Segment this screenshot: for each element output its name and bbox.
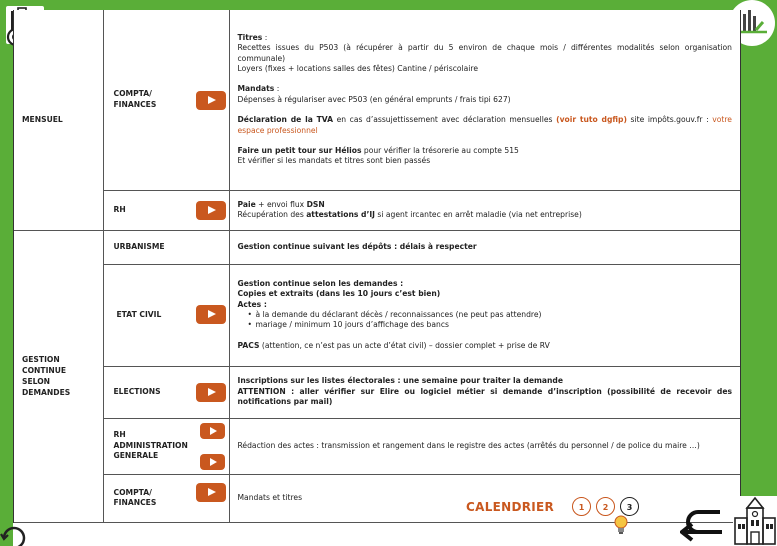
elections-label: ELECTIONS — [113, 386, 161, 396]
dgfip-tuto-link[interactable]: (voir tuto dgfip) — [556, 115, 627, 125]
top-border — [0, 0, 777, 10]
video-play-icon[interactable] — [196, 383, 226, 402]
rh-admin-cell — [103, 418, 229, 474]
list-item: • à la demande du déclarant décès / reconnaissances (ne peut pas attendre) — [248, 310, 733, 320]
elections-details: Inscriptions sur les listes électorales : une semaine pour traiter la demande ATTENTION : aller vérifier sur Elire ou logiciel métier si demande d’inscription (possibilité de recevoir des notifications par mail) — [229, 366, 740, 418]
etat-civil-details: Gestion continue selon les demandes : Copies et extraits (dans les 10 jours c’est bien) Actes : • à la demande du déclarant décès / reconnaissances (ne peut pas attendre) • mariage / minimum 10 jours d’affichage des bancs PACS (attention, ce n’est pas un acte d’état civil) – dossier complet + prise de RV — [229, 264, 740, 366]
list-item: • mariage / minimum 10 jours d’affichage des bancs — [248, 320, 733, 330]
right-border — [739, 0, 777, 546]
calendar-page-3[interactable]: 3 — [620, 497, 639, 516]
rh-label: RH — [113, 204, 126, 214]
etat-civil-cell — [103, 264, 229, 366]
calendar-page-1[interactable]: 1 — [572, 497, 591, 516]
table-row — [14, 366, 740, 418]
video-play-icon[interactable] — [196, 305, 226, 324]
mensuel-label: MENSUEL — [14, 10, 103, 230]
table-row — [14, 230, 740, 264]
rh-details: Paie + envoi flux DSN Récupération des attestations d’IJ si agent ircantec en arrêt maladie (via net entreprise) — [229, 190, 740, 230]
compta-label: COMPTA/ FINANCES — [113, 89, 157, 109]
table-row — [14, 10, 740, 190]
video-play-icon[interactable] — [196, 91, 226, 110]
table-row — [14, 418, 740, 474]
left-border — [0, 0, 13, 546]
lightbulb-icon — [612, 514, 630, 536]
rh-admin-details: Rédaction des actes : transmission et rangement dans le registre des actes (arrêtés du personnel / de police du maire …) — [229, 418, 740, 474]
espace-pro-link[interactable]: votre espace professionnel — [237, 115, 732, 135]
compta2-cell — [103, 474, 229, 522]
calendar-page-2[interactable]: 2 — [596, 497, 615, 516]
compta-details: Titres : Recettes issues du P503 (à récupérer à partir du 5 environ de chaque mois / différentes modalités selon organisation communale) Loyers (fixes + locations salles des fêtes) Cantine / périscolaire Mandats : Dépenses à régulariser avec P503 (en général emprunts / frais tipi 627) Déclaration de la TVA en cas d’assujettissement avec déclaration mensuelles (voir tuto dgfip) site impôts.gouv.fr : votre espace professionnel Faire un petit tour sur Hélios pour vérifier la trésorerie au compte 515 Et vérifier si les mandats et titres sont bien passés — [229, 10, 740, 190]
content-card — [13, 10, 741, 523]
table-row — [14, 190, 740, 230]
elections-cell — [103, 366, 229, 418]
refresh-icon[interactable] — [0, 518, 30, 546]
gestion-label: GESTION CONTINUE SELON DEMANDES — [14, 230, 103, 522]
video-play-icon[interactable] — [200, 423, 225, 439]
compta2-details: Mandats et titres — [229, 474, 740, 522]
compta-cell — [103, 10, 229, 190]
rh-cell — [103, 190, 229, 230]
calendar-title: CALENDRIER — [466, 500, 555, 514]
rh-admin-label: RH ADMINISTRATION GENERALE — [113, 430, 188, 461]
urbanisme-details: Gestion continue suivant les dépôts : délais à respecter — [229, 230, 740, 264]
urbanisme-label: URBANISME — [103, 230, 229, 264]
etat-civil-label: ETAT CIVIL — [116, 309, 162, 319]
town-hall-icon[interactable] — [733, 496, 777, 546]
video-play-icon[interactable] — [196, 483, 226, 502]
task-table — [14, 10, 740, 523]
compta2-label: COMPTA/ FINANCES — [113, 487, 157, 507]
table-row — [14, 264, 740, 366]
back-arrow-icon[interactable] — [680, 504, 730, 544]
video-play-icon[interactable] — [200, 454, 225, 470]
video-play-icon[interactable] — [196, 201, 226, 220]
